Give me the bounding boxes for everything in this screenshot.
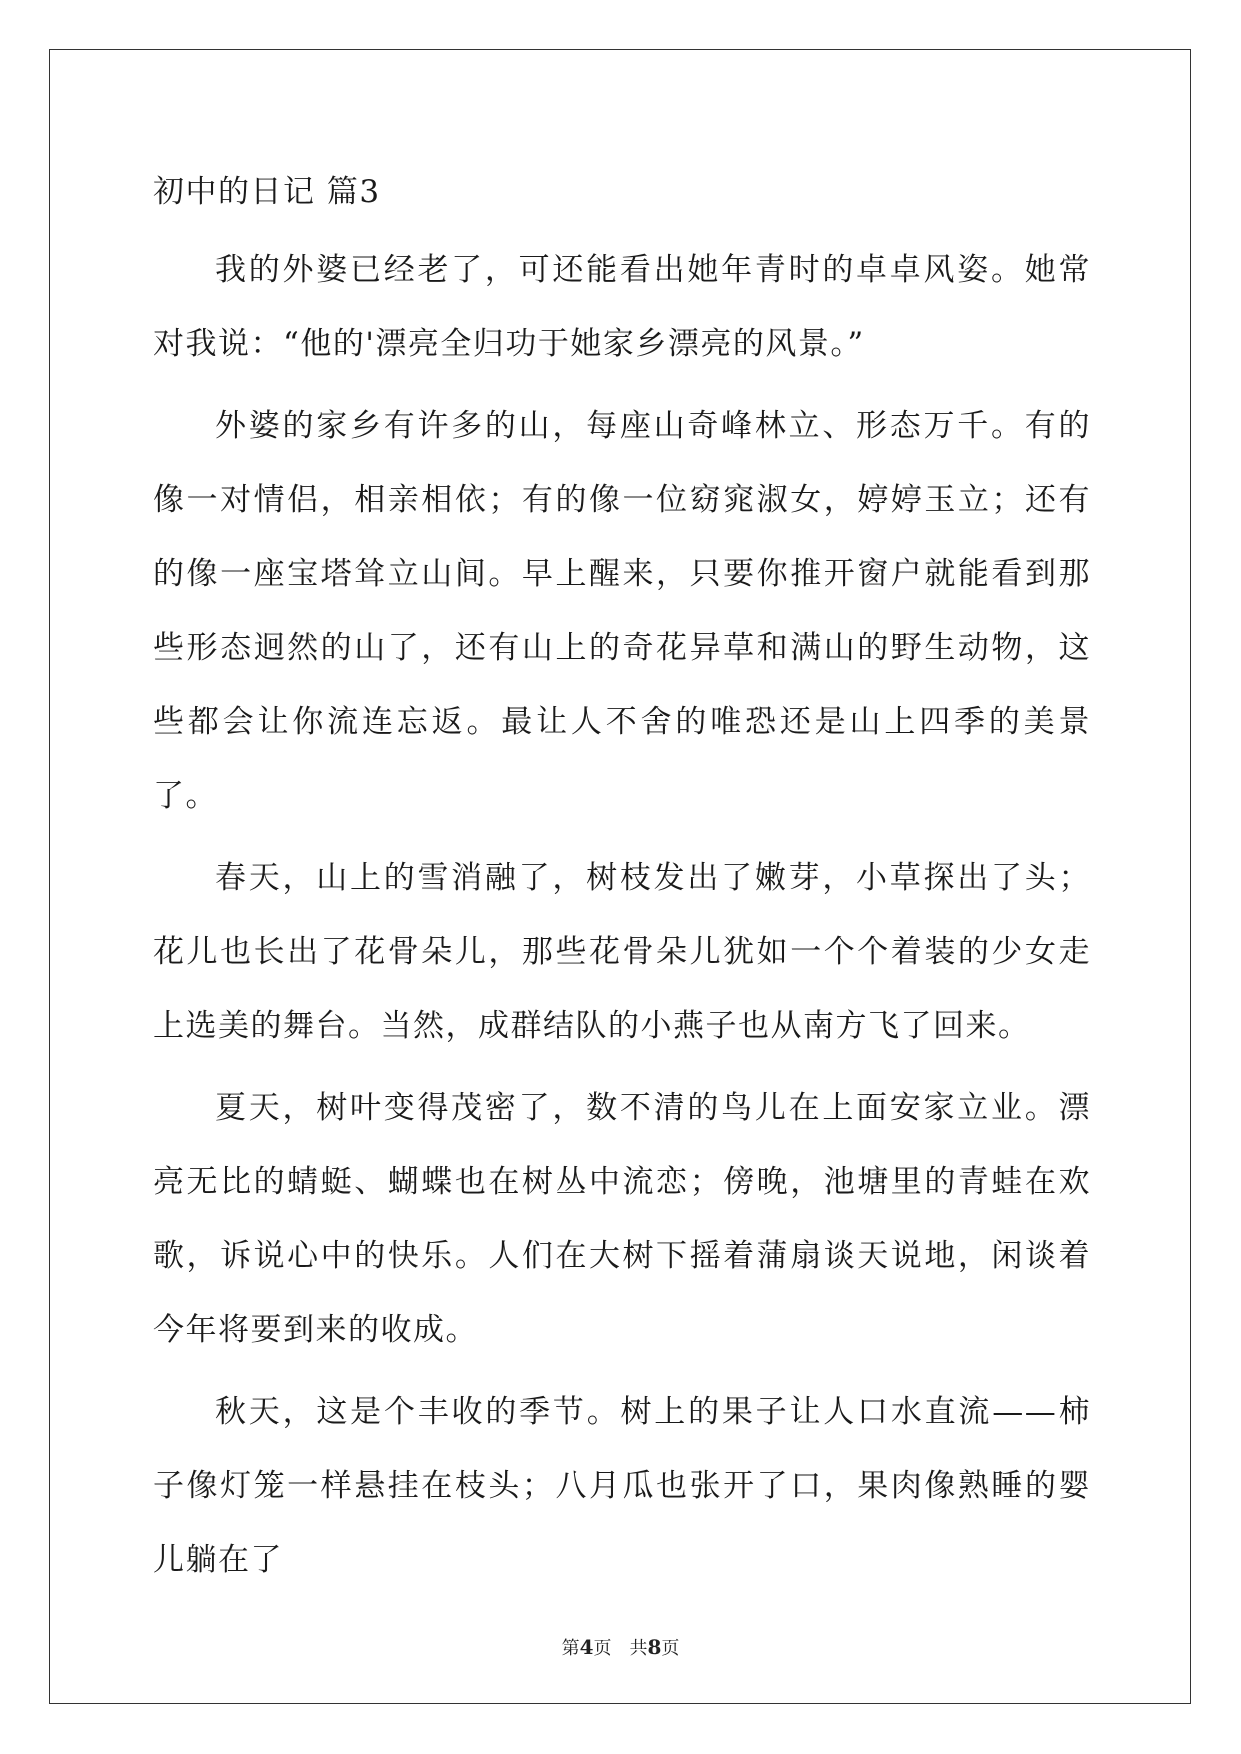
paragraph-1: 我的外婆已经老了，可还能看出她年青时的卓卓风姿。她常对我说：“他的'漂亮全归功于她家乡漂亮的风景。” <box>153 252 1091 362</box>
total-prefix: 共 <box>629 1638 648 1659</box>
page-unit: 页 <box>593 1638 612 1659</box>
paragraph-3: 春天，山上的雪消融了，树枝发出了嫩芽，小草探出了头；花儿也长出了花骨朵儿，那些花骨朵儿犹如一个个着装的少女走上选美的舞台。当然，成群结队的小燕子也从南方飞了回来。 <box>153 860 1091 1044</box>
paragraph-2: 外婆的家乡有许多的山，每座山奇峰林立、形态万千。有的像一对情侣，相亲相依；有的像一位窈窕淑女，婷婷玉立；还有的像一座宝塔耸立山间。早上醒来，只要你推开窗户就能看到那些形态迥然的山了，还有山上的奇花异草和满山的野生动物，这些都会让你流连忘返。最让人不舍的唯恐还是山上四季的美景了。 <box>153 408 1091 814</box>
page-current: 4 <box>579 1635 594 1659</box>
paragraph-5: 秋天，这是个丰收的季节。树上的果子让人口水直流——柿子像灯笼一样悬挂在枝头；八月瓜也张开了口，果肉像熟睡的婴儿躺在了 <box>153 1394 1091 1578</box>
paragraph-4: 夏天，树叶变得茂密了，数不清的鸟儿在上面安家立业。漂亮无比的蜻蜓、蝴蝶也在树丛中流恋；傍晚，池塘里的青蛙在欢歌，诉说心中的快乐。人们在大树下摇着蒲扇谈天说地，闲谈着今年将要到来的收成。 <box>153 1090 1091 1348</box>
document-title: 初中的日记 篇3 <box>153 174 381 210</box>
document-body <box>153 155 1091 1605</box>
page-total: 8 <box>647 1635 662 1659</box>
total-unit: 页 <box>661 1638 680 1659</box>
page-footer <box>0 1634 1241 1660</box>
page-prefix: 第 <box>561 1638 580 1659</box>
